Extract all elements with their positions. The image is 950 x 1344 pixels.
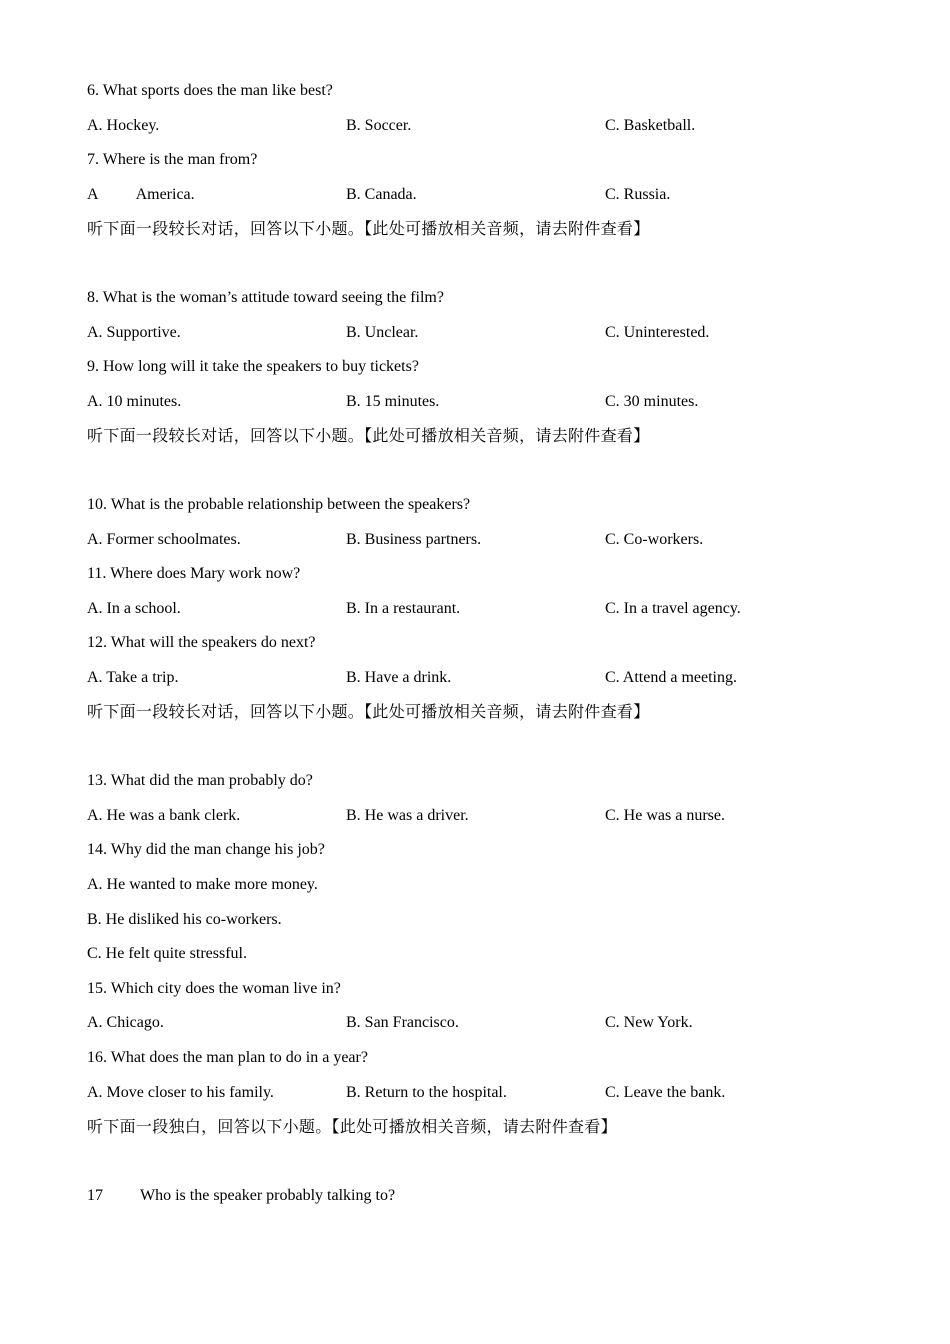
- q15-option-a: A. Chicago.: [87, 1014, 164, 1031]
- q8-option-b: B. Unclear.: [346, 324, 419, 341]
- q7-option-c: C. Russia.: [605, 186, 671, 203]
- question-13: 13. What did the man probably do?: [87, 772, 313, 789]
- q11-option-a: A. In a school.: [87, 600, 181, 617]
- question-6: 6. What sports does the man like best?: [87, 82, 333, 99]
- q7-option-a-letter: A: [87, 186, 99, 203]
- q10-option-c: C. Co-workers.: [605, 531, 704, 548]
- q15-option-c: C. New York.: [605, 1014, 693, 1031]
- listening-instruction: 听下面一段较长对话，回答以下小题。【此处可播放相关音频，请去附件查看】: [87, 428, 650, 445]
- question-15: 15. Which city does the woman live in?: [87, 980, 341, 997]
- q6-option-a: A. Hockey.: [87, 117, 160, 134]
- q16-option-a: A. Move closer to his family.: [87, 1084, 274, 1101]
- question-9: 9. How long will it take the speakers to buy tickets?: [87, 358, 419, 375]
- listening-instruction: 听下面一段较长对话，回答以下小题。【此处可播放相关音频，请去附件查看】: [87, 704, 650, 721]
- q13-option-c: C. He was a nurse.: [605, 807, 725, 824]
- q6-option-c: C. Basketball.: [605, 117, 696, 134]
- q9-option-b: B. 15 minutes.: [346, 393, 440, 410]
- question-14: 14. Why did the man change his job?: [87, 841, 325, 858]
- q11-option-b: B. In a restaurant.: [346, 600, 461, 617]
- listening-instruction: 听下面一段较长对话，回答以下小题。【此处可播放相关音频，请去附件查看】: [87, 221, 650, 238]
- q9-option-a: A. 10 minutes.: [87, 393, 182, 410]
- q6-option-b: B. Soccer.: [346, 117, 412, 134]
- q7-option-a-text: America.: [135, 186, 195, 203]
- q17-text: Who is the speaker probably talking to?: [140, 1187, 396, 1204]
- q11-option-c: C. In a travel agency.: [605, 600, 741, 617]
- q14-option-b: B. He disliked his co-workers.: [87, 911, 282, 928]
- q15-option-b: B. San Francisco.: [346, 1014, 459, 1031]
- q14-option-a: A. He wanted to make more money.: [87, 876, 318, 893]
- question-11: 11. Where does Mary work now?: [87, 565, 301, 582]
- q12-option-c: C. Attend a meeting.: [605, 669, 737, 686]
- listening-instruction: 听下面一段独白，回答以下小题。【此处可播放相关音频，请去附件查看】: [87, 1119, 617, 1136]
- question-7: 7. Where is the man from?: [87, 151, 258, 168]
- q7-option-b: B. Canada.: [346, 186, 417, 203]
- q17-number: 17: [87, 1187, 103, 1204]
- q8-option-a: A. Supportive.: [87, 324, 181, 341]
- q10-option-b: B. Business partners.: [346, 531, 482, 548]
- q13-option-a: A. He was a bank clerk.: [87, 807, 241, 824]
- question-12: 12. What will the speakers do next?: [87, 634, 316, 651]
- q14-option-c: C. He felt quite stressful.: [87, 945, 247, 962]
- question-8: 8. What is the woman’s attitude toward seeing the film?: [87, 289, 444, 306]
- question-10: 10. What is the probable relationship between the speakers?: [87, 496, 471, 513]
- q10-option-a: A. Former schoolmates.: [87, 531, 241, 548]
- q16-option-c: C. Leave the bank.: [605, 1084, 726, 1101]
- question-17: [87, 1186, 395, 1206]
- q8-option-c: C. Uninterested.: [605, 324, 710, 341]
- q13-option-b: B. He was a driver.: [346, 807, 469, 824]
- q16-option-b: B. Return to the hospital.: [346, 1084, 507, 1101]
- q9-option-c: C. 30 minutes.: [605, 393, 699, 410]
- q7-option-a: [87, 185, 195, 205]
- q12-option-a: A. Take a trip.: [87, 669, 179, 686]
- question-16: 16. What does the man plan to do in a year?: [87, 1049, 368, 1066]
- q12-option-b: B. Have a drink.: [346, 669, 452, 686]
